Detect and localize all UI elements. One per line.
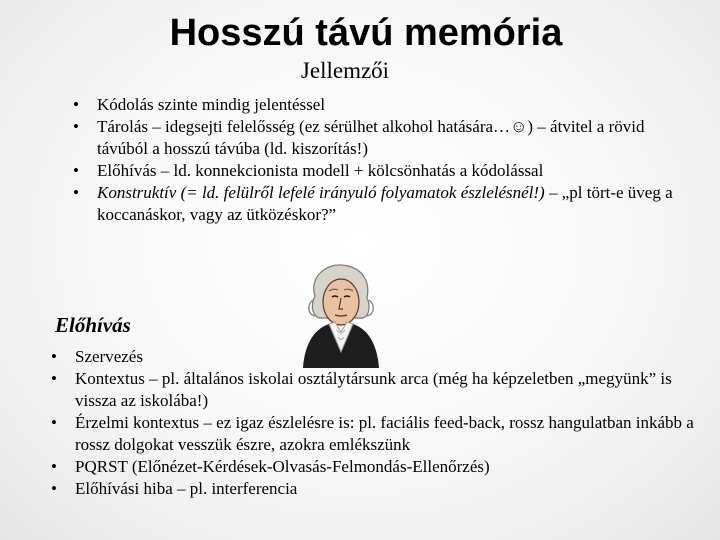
item-text: Előhívási hiba – pl. interferencia: [75, 479, 298, 498]
slide-title: Hosszú távú memória: [169, 12, 563, 54]
item-text: PQRST (Előnézet-Kérdések-Olvasás-Felmondás-Ellenőrzés): [75, 457, 490, 476]
list-item: [73, 182, 697, 226]
bullet: •: [73, 161, 79, 180]
item-text: Érzelmi kontextus – ez igaz észlelésre is: pl. faciális feed-back, rossz hangulatban inkább a rossz dolgokat vesszük észre, azokra emlékszünk: [75, 413, 694, 454]
list-item: [51, 478, 705, 500]
list-item: [51, 456, 705, 478]
item-text: Tárolás – idegsejti felelősség (ez sérülhet alkohol hatására…☺) – átvitel a rövid távúból a hosszú távúba (ld. kiszorítás!): [97, 117, 645, 158]
characteristics-list: [73, 94, 697, 226]
item-italic-text: Konstruktív (= ld. felülről lefelé irányuló folyamatok észlelésnél!): [97, 183, 545, 202]
item-text: Kódolás szinte mindig jelentéssel: [97, 95, 326, 114]
list-item: [51, 368, 705, 412]
list-item: [73, 94, 697, 116]
item-text: Kontextus – pl. általános iskolai osztálytársunk arca (még ha képzeletben „megyünk” is vissza az iskolába!): [75, 369, 672, 410]
bullet: •: [51, 457, 57, 476]
bullet: •: [73, 95, 79, 114]
list-item: [73, 116, 697, 160]
section-title: Előhívás: [55, 313, 131, 337]
bullet: •: [51, 413, 57, 432]
item-text: – „pl tört-e üveg a koccanáskor, vagy az ütközéskor?”: [97, 183, 673, 224]
slide-subtitle: Jellemzői: [300, 58, 390, 83]
retrieval-list: [51, 346, 705, 500]
bullet: •: [51, 479, 57, 498]
list-item: [51, 412, 705, 456]
item-text: Előhívás – ld. konnekcionista modell + kölcsönhatás a kódolással: [97, 161, 544, 180]
list-item: [51, 346, 705, 368]
list-item: [73, 160, 697, 182]
bullet: •: [51, 347, 57, 366]
bullet: •: [51, 369, 57, 388]
item-text: Szervezés: [75, 347, 143, 366]
bullet: •: [73, 117, 79, 136]
bullet: •: [73, 183, 79, 202]
